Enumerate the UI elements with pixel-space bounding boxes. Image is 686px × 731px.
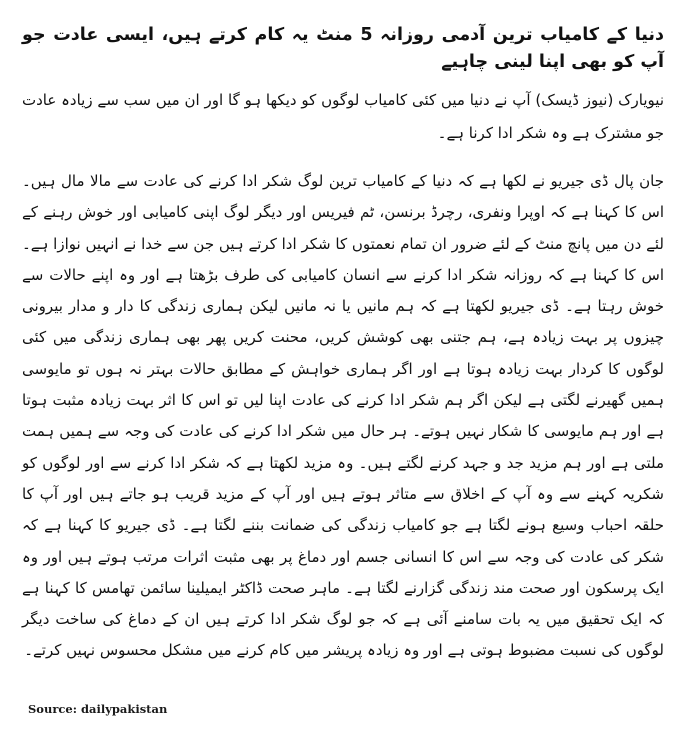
source-credit: Source: dailypakistan — [28, 702, 168, 716]
article-body: جان پال ڈی جیریو نے لکھا ہے کہ دنیا کے کامیاب ترین لوگ شکر ادا کرنے کی عادت سے مالا مال ہیں۔ اس کا کہنا ہے کہ اوپرا ونفری، رچرڈ برنسن، ٹم فیریس اور دیگر لوگ اپنی کامیابی اور خوش رہنے کے لئے دن میں پانچ منٹ کے لئے ضرور ان تمام نعمتوں کا شکر ادا کرتے ہیں جن سے خدا نے انہیں نوازا ہے۔ اس کا کہنا ہے کہ روزانہ شکر ادا کرنے سے انسان کامیابی کی طرف بڑھتا ہے اور وہ اپنے حالات سے خوش رہتا ہے۔ ڈی جیریو لکھتا ہے کہ ہم مانیں یا نہ مانیں لیکن ہماری زندگی کا دار و مدار بیرونی چیزوں پر بہت زیادہ ہے، ہم جتنی بھی کوشش کریں، محنت کریں پھر بھی ہماری زندگی میں کئی لوگوں کا کردار بہت زیادہ ہوتا ہے اور اگر ہماری خواہش کے مطابق حالات بہتر نہ ہوں تو مایوسی ہمیں گھیرنے لگتی ہے لیکن اگر ہم شکر ادا کرنے کی عادت اپنا لیں تو اس کا اثر بہت زیادہ مثبت ہوتا ہے اور ہم مایوسی کا شکار نہیں ہوتے۔ ہر حال میں شکر ادا کرنے کی عادت کی وجہ سے ہمیں ہمت ملتی ہے اور ہم مزید جد و جہد کرنے لگتے ہیں۔ وہ مزید لکھتا ہے کہ شکر ادا کرنے سے اور لوگوں کو شکریہ کہنے سے وہ آپ کے اخلاق سے متاثر ہوتے ہیں اور آپ کے مزید قریب ہو جاتے ہیں اور آپ کا حلقہ احباب وسیع ہونے لگتا ہے جو کامیاب زندگی کی ضمانت بننے لگتا ہے۔ ڈی جیریو کا کہنا ہے کہ شکر کی عادت کی وجہ سے اس کا انسانی جسم اور دماغ پر بھی مثبت اثرات مرتب ہوتے ہیں اور وہ ایک پرسکون اور صحت مند زندگی گزارنے لگتا ہے۔ ماہر صحت ڈاکٹر ایمیلینا سائمن تھامس کا کہنا ہے کہ ایک تحقیق میں یہ بات سامنے آئی ہے کہ جو لوگ شکر ادا کرتے ہیں ان کے دماغ کی ساخت دیگر لوگوں کی نسبت مضبوط ہوتی ہے اور وہ زیادہ پریشر میں کام کرنے میں مشکل محسوس نہیں کرتے۔ — [22, 172, 664, 660]
article-headline: دنیا کے کامیاب ترین آدمی روزانہ 5 منٹ یہ کام کرتے ہیں، ایسی عادت جو آپ کو بھی اپنا لینی چاہیے — [22, 25, 664, 72]
article-intro: نیویارک (نیوز ڈیسک) آپ نے دنیا میں کئی کامیاب لوگوں کو دیکھا ہو گا اور ان میں سب سے زیادہ عادت جو مشترک ہے وہ شکر ادا کرنا ہے۔ — [22, 91, 664, 142]
